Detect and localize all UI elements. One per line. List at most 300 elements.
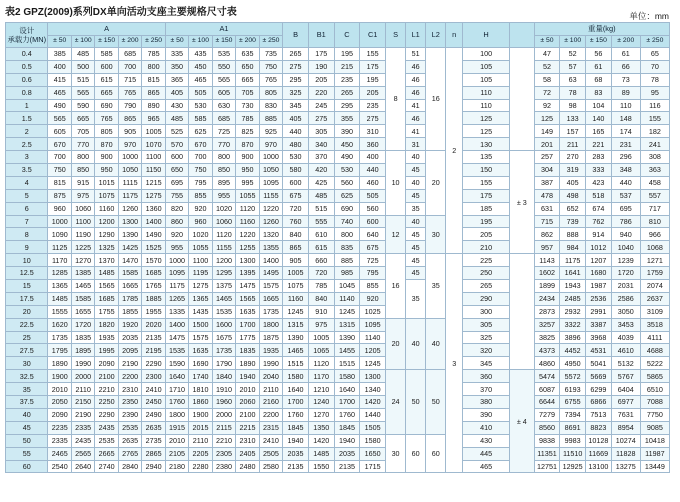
weight-cell: 6866	[586, 396, 612, 409]
a-cell: 2100	[95, 370, 118, 383]
weight-cell: 78	[560, 86, 586, 99]
c1-cell: 1025	[360, 305, 386, 318]
weight-cell: 13449	[640, 460, 669, 473]
a-cell: 1785	[118, 292, 141, 305]
a1-cell: 2000	[212, 408, 235, 421]
weight-cell: 1239	[611, 254, 640, 267]
weight-cell: 557	[640, 189, 669, 202]
weight-cell: 2991	[586, 305, 612, 318]
c-cell: 450	[334, 138, 360, 151]
load-cell: 0.6	[6, 73, 48, 86]
a-cell: 590	[71, 99, 94, 112]
weight-cell: 5767	[611, 370, 640, 383]
b-cell: 345	[283, 99, 309, 112]
c-cell: 690	[334, 202, 360, 215]
weight-cell: 11828	[611, 447, 640, 460]
b-cell: 325	[283, 86, 309, 99]
weight-cell: 104	[586, 99, 612, 112]
weight-cell: 2586	[611, 292, 640, 305]
a1-cell: 1800	[259, 318, 283, 331]
a1-cell: 2010	[165, 434, 188, 447]
weight-cell: 3050	[611, 305, 640, 318]
a1-cell: 465	[189, 73, 212, 86]
a1-cell: 1000	[165, 254, 188, 267]
table-row	[6, 48, 670, 61]
weight-cell: 148	[611, 112, 640, 125]
h-cell: 110	[463, 99, 510, 112]
weight-cell: 4688	[640, 344, 669, 357]
a-cell: 1990	[71, 357, 94, 370]
a1-cell: 1000	[259, 151, 283, 164]
b-cell: 720	[283, 202, 309, 215]
table-row	[6, 176, 670, 189]
a1-cell: 565	[212, 73, 235, 86]
a1-cell: 2505	[259, 447, 283, 460]
b1-cell: 610	[308, 228, 334, 241]
a-cell: 2940	[142, 460, 165, 473]
c-cell: 1455	[334, 344, 360, 357]
l1-cell: 45	[406, 189, 426, 202]
subheader-a-0: ± 50	[48, 36, 71, 48]
c-cell: 835	[334, 241, 360, 254]
weight-cell: 2485	[560, 292, 586, 305]
weight-cell: 296	[611, 151, 640, 164]
l2-cell: 40	[426, 318, 446, 370]
load-cell: 2	[6, 125, 48, 138]
table-row	[6, 280, 670, 293]
b1-cell: 1350	[308, 421, 334, 434]
weight-cell: 914	[586, 228, 612, 241]
c1-cell: 1580	[360, 434, 386, 447]
a1-cell: 570	[165, 138, 188, 151]
l1-cell: 46	[406, 86, 426, 99]
a-cell: 2740	[95, 460, 118, 473]
a1-cell: 1915	[165, 421, 188, 434]
weight-cell: 1207	[586, 254, 612, 267]
weight-cell: 63	[560, 73, 586, 86]
b1-cell: 785	[308, 280, 334, 293]
weight-cell: 1943	[560, 280, 586, 293]
b1-cell: 205	[308, 73, 334, 86]
c1-cell: 155	[360, 48, 386, 61]
a1-cell: 405	[165, 86, 188, 99]
weight-cell: 116	[640, 99, 669, 112]
table-row	[6, 447, 670, 460]
c1-cell: 1205	[360, 344, 386, 357]
weight-cell: 165	[586, 125, 612, 138]
load-cell: 45	[6, 421, 48, 434]
table-row	[6, 112, 670, 125]
a-cell: 1275	[142, 189, 165, 202]
subheader-weight-3: ± 200	[611, 36, 640, 48]
h-cell: 210	[463, 241, 510, 254]
load-cell: 50	[6, 434, 48, 447]
l1-cell: 45	[406, 164, 426, 177]
a-cell: 2290	[142, 357, 165, 370]
s-cell: 12	[386, 215, 406, 254]
a-cell: 485	[71, 48, 94, 61]
a1-cell: 1535	[212, 305, 235, 318]
b1-cell: 1270	[308, 408, 334, 421]
a-cell: 670	[48, 138, 71, 151]
a1-cell: 1700	[236, 318, 259, 331]
weight-cell: 57	[560, 60, 586, 73]
b-cell: 1760	[283, 408, 309, 421]
a-cell: 1290	[95, 228, 118, 241]
weight-cell: 5222	[640, 357, 669, 370]
a-cell: 2110	[71, 383, 94, 396]
weight-cell: 1040	[611, 241, 640, 254]
header-L2: L2	[426, 23, 446, 48]
a-cell: 1270	[71, 254, 94, 267]
a1-cell: 1275	[189, 280, 212, 293]
weight-cell: 458	[640, 176, 669, 189]
weight-cell: 98	[560, 99, 586, 112]
weight-cell: 762	[586, 215, 612, 228]
c-cell: 265	[334, 86, 360, 99]
a-cell: 800	[71, 151, 94, 164]
a-cell: 1000	[48, 215, 71, 228]
c1-cell: 1420	[360, 396, 386, 409]
a1-cell: 750	[189, 164, 212, 177]
weight-cell: 6193	[560, 383, 586, 396]
c1-cell: 400	[360, 151, 386, 164]
table-row	[6, 357, 670, 370]
weight-cell: 92	[534, 99, 560, 112]
c-cell: 1045	[334, 280, 360, 293]
l1-cell: 40	[406, 176, 426, 189]
a1-cell: 635	[236, 48, 259, 61]
c1-cell: 1715	[360, 460, 386, 473]
b-cell: 480	[283, 138, 309, 151]
h-cell: 105	[463, 73, 510, 86]
a-cell: 665	[71, 112, 94, 125]
a1-cell: 650	[165, 164, 188, 177]
table-row	[6, 370, 670, 383]
a-cell: 1995	[95, 344, 118, 357]
weight-cell: 333	[586, 164, 612, 177]
a-cell: 1190	[71, 228, 94, 241]
h-cell: 320	[463, 344, 510, 357]
header-A1: A1	[165, 23, 282, 36]
a-cell: 2490	[142, 408, 165, 421]
a1-cell: 1020	[189, 228, 212, 241]
b-cell: 530	[283, 151, 309, 164]
h-cell: 410	[463, 421, 510, 434]
b1-cell: 1550	[308, 460, 334, 473]
a-cell: 1585	[71, 292, 94, 305]
load-cell: 25	[6, 331, 48, 344]
weight-cell: 8691	[560, 421, 586, 434]
c1-cell: 1300	[360, 370, 386, 383]
h-cell: 100	[463, 48, 510, 61]
weight-cell: 10128	[586, 434, 612, 447]
h-cell: 305	[463, 318, 510, 331]
a-cell: 2210	[95, 383, 118, 396]
header-H: H	[463, 23, 510, 48]
b1-cell: 245	[308, 99, 334, 112]
weight-cell: 89	[611, 86, 640, 99]
a1-cell: 1710	[165, 383, 188, 396]
load-cell: 12.5	[6, 267, 48, 280]
a-cell: 1685	[95, 292, 118, 305]
a-cell: 685	[118, 48, 141, 61]
weight-cell: 1759	[640, 267, 669, 280]
a1-cell: 2280	[189, 460, 212, 473]
weight-cell: 715	[534, 215, 560, 228]
subheader-a-1: ± 100	[71, 36, 94, 48]
header-n: n	[446, 23, 463, 48]
table-header	[6, 23, 670, 48]
a1-cell: 1835	[236, 344, 259, 357]
a1-cell: 485	[165, 112, 188, 125]
a1-cell: 725	[212, 125, 235, 138]
a1-cell: 755	[165, 189, 188, 202]
b-cell: 1390	[283, 331, 309, 344]
weight-cell: 862	[534, 228, 560, 241]
b1-cell: 420	[308, 164, 334, 177]
a-cell: 1365	[48, 280, 71, 293]
a1-cell: 1810	[189, 383, 212, 396]
b-cell: 440	[283, 125, 309, 138]
c-cell: 625	[334, 189, 360, 202]
a1-cell: 1335	[165, 305, 188, 318]
a1-cell: 2205	[189, 447, 212, 460]
weight-cell: 110	[611, 99, 640, 112]
c1-cell: 310	[360, 125, 386, 138]
a1-cell: 1155	[212, 241, 235, 254]
b-cell: 1580	[283, 370, 309, 383]
weight-cell: 2932	[560, 305, 586, 318]
weight-cell: 1641	[560, 267, 586, 280]
a-cell: 865	[118, 112, 141, 125]
a1-cell: 820	[165, 202, 188, 215]
a1-cell: 1635	[189, 344, 212, 357]
weight-cell: 4039	[611, 331, 640, 344]
load-cell: 3	[6, 151, 48, 164]
a1-cell: 365	[165, 73, 188, 86]
weight-cell: 5041	[586, 357, 612, 370]
table-row	[6, 60, 670, 73]
a-cell: 1005	[142, 125, 165, 138]
a1-cell: 705	[236, 86, 259, 99]
subheader-weight-4: ± 250	[640, 36, 669, 48]
weight-cell: 61	[611, 48, 640, 61]
b-cell: 1005	[283, 267, 309, 280]
a1-cell: 855	[189, 189, 212, 202]
a-cell: 1895	[71, 344, 94, 357]
weight-cell: 182	[640, 125, 669, 138]
a-cell: 1285	[48, 267, 71, 280]
a1-cell: 960	[189, 215, 212, 228]
weight-cell: 9085	[640, 421, 669, 434]
l1-cell: 45	[406, 267, 426, 280]
a1-cell: 1900	[189, 408, 212, 421]
c1-cell: 195	[360, 73, 386, 86]
a-cell: 585	[95, 48, 118, 61]
weight-cell: 6644	[534, 396, 560, 409]
a-cell: 1890	[48, 357, 71, 370]
weight-cell: 13275	[611, 460, 640, 473]
a-cell: 970	[118, 138, 141, 151]
a1-cell: 2180	[165, 460, 188, 473]
weight-cell: 3322	[560, 318, 586, 331]
a1-cell: 1575	[259, 280, 283, 293]
weight-cell: 3968	[586, 331, 612, 344]
a1-cell: 1120	[212, 228, 235, 241]
table-row	[6, 125, 670, 138]
a1-cell: 2480	[236, 460, 259, 473]
weight-cell: 11510	[560, 447, 586, 460]
b1-cell: 660	[308, 254, 334, 267]
weight-cell: 1720	[611, 267, 640, 280]
a-cell: 2635	[118, 434, 141, 447]
n-cell: 3	[446, 254, 463, 473]
weight-cell: 231	[611, 138, 640, 151]
weight-cell: 11669	[586, 447, 612, 460]
a-cell: 2195	[142, 344, 165, 357]
a1-cell: 1195	[189, 267, 212, 280]
a-cell: 765	[95, 112, 118, 125]
a1-cell: 430	[165, 99, 188, 112]
l2-cell: 16	[426, 48, 446, 151]
b-cell: 675	[283, 189, 309, 202]
weight-cell: 8560	[534, 421, 560, 434]
a-cell: 815	[142, 73, 165, 86]
a1-cell: 1160	[236, 215, 259, 228]
a1-cell: 1355	[259, 241, 283, 254]
a1-cell: 1475	[236, 280, 259, 293]
load-cell: 15	[6, 280, 48, 293]
a-cell: 2010	[48, 383, 71, 396]
weight-cell: 1271	[640, 254, 669, 267]
a1-cell: 730	[236, 99, 259, 112]
c1-cell: 1095	[360, 318, 386, 331]
h-cell: 360	[463, 370, 510, 383]
a1-cell: 900	[236, 151, 259, 164]
weight-cell: 73	[611, 73, 640, 86]
a-cell: 490	[48, 99, 71, 112]
a-cell: 1485	[48, 292, 71, 305]
subheader-a1-4: ± 250	[259, 36, 283, 48]
b1-cell: 555	[308, 215, 334, 228]
a-cell: 1075	[95, 189, 118, 202]
c1-cell: 1140	[360, 331, 386, 344]
a-cell: 2035	[118, 331, 141, 344]
a-cell: 605	[48, 125, 71, 138]
a1-cell: 850	[212, 164, 235, 177]
weight-cell: 52	[534, 60, 560, 73]
weight-cell: 7750	[640, 408, 669, 421]
a1-cell: 1435	[189, 305, 212, 318]
a-cell: 1115	[118, 176, 141, 189]
a1-cell: 2310	[236, 434, 259, 447]
a-cell: 890	[142, 99, 165, 112]
table-row	[6, 241, 670, 254]
load-cell: 40	[6, 408, 48, 421]
a-cell: 1920	[118, 318, 141, 331]
subheader-weight-1: ± 100	[560, 36, 586, 48]
a1-cell: 1220	[236, 228, 259, 241]
weight-cell: 8823	[586, 421, 612, 434]
h-cell: 185	[463, 202, 510, 215]
a1-cell: 920	[189, 202, 212, 215]
h-cell: 130	[463, 138, 510, 151]
weight-cell: 68	[586, 73, 612, 86]
weight-cell: 3896	[560, 331, 586, 344]
a1-cell: 530	[189, 99, 212, 112]
a-cell: 1370	[95, 254, 118, 267]
c-cell: 1315	[334, 318, 360, 331]
weight-cell: 66	[611, 60, 640, 73]
a-cell: 2390	[118, 408, 141, 421]
tolerance-cell: ± 3	[510, 151, 535, 254]
a-cell: 2090	[95, 357, 118, 370]
h-cell: 150	[463, 164, 510, 177]
a1-cell: 2110	[259, 383, 283, 396]
weight-cell: 133	[560, 112, 586, 125]
a1-cell: 1155	[259, 189, 283, 202]
l2-cell: 50	[426, 370, 446, 434]
table-row	[6, 331, 670, 344]
a1-cell: 1760	[165, 396, 188, 409]
weight-cell: 984	[560, 241, 586, 254]
b-cell: 865	[283, 241, 309, 254]
a-cell: 600	[95, 60, 118, 73]
table-title: 表2 GPZ(2009)系列DX单向活动支座主要规格尺寸表	[5, 7, 237, 18]
c1-cell: 1245	[360, 357, 386, 370]
weight-cell: 241	[640, 138, 669, 151]
h-cell: 195	[463, 215, 510, 228]
a-cell: 1855	[118, 305, 141, 318]
a1-cell: 1600	[212, 318, 235, 331]
l1-cell: 40	[406, 215, 426, 228]
a-cell: 865	[142, 86, 165, 99]
n-cell: 2	[446, 48, 463, 254]
c-cell: 740	[334, 215, 360, 228]
a-cell: 2435	[71, 434, 94, 447]
a-cell: 1300	[118, 215, 141, 228]
table-row	[6, 434, 670, 447]
weight-cell: 10274	[611, 434, 640, 447]
c-cell: 1940	[334, 434, 360, 447]
h-cell: 125	[463, 125, 510, 138]
c1-cell: 1650	[360, 447, 386, 460]
load-cell: 37.5	[6, 396, 48, 409]
c1-cell: 560	[360, 202, 386, 215]
a1-cell: 550	[212, 60, 235, 73]
a-cell: 965	[142, 112, 165, 125]
a-cell: 700	[118, 60, 141, 73]
c1-cell: 460	[360, 176, 386, 189]
weight-cell: 387	[534, 176, 560, 189]
c-cell: 1580	[334, 370, 360, 383]
weight-cell: 52	[560, 48, 586, 61]
a-cell: 785	[142, 48, 165, 61]
weight-cell: 739	[560, 215, 586, 228]
a-cell: 2840	[118, 460, 141, 473]
weight-cell: 6087	[534, 383, 560, 396]
weight-cell: 537	[611, 189, 640, 202]
b-cell: 1160	[283, 292, 309, 305]
h-cell: 430	[463, 434, 510, 447]
load-cell: 7	[6, 215, 48, 228]
b-cell: 2035	[283, 447, 309, 460]
weight-cell: 211	[560, 138, 586, 151]
load-cell: 1.5	[6, 112, 48, 125]
c-cell: 885	[334, 254, 360, 267]
weight-cell: 9983	[560, 434, 586, 447]
